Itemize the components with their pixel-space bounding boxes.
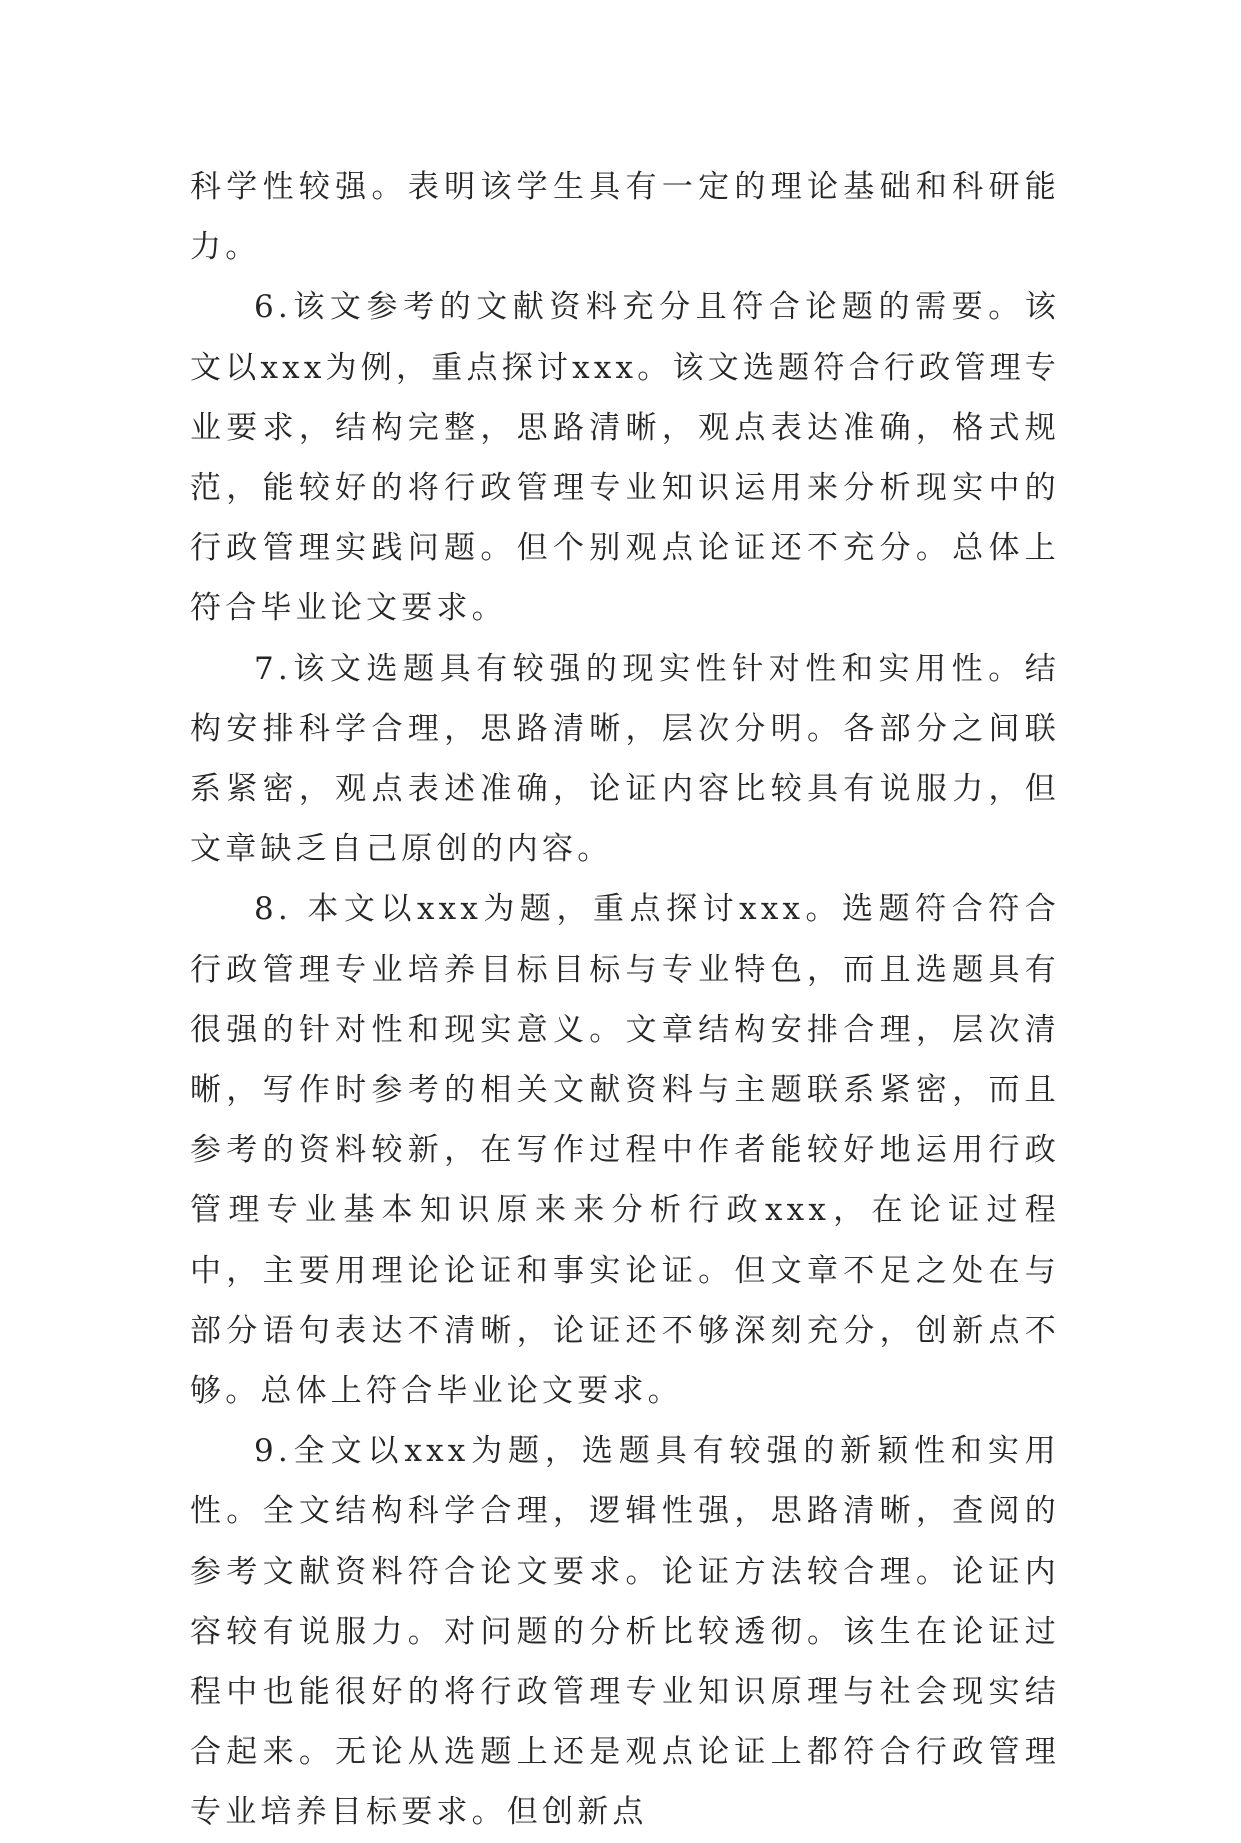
paragraph-continued: 科学性较强。表明该学生具有一定的理论基础和科研能力。	[190, 169, 1060, 266]
paragraph-9: 9.全文以xxx为题，选题具有较强的新颖性和实用性。全文结构科学合理，逻辑性强，思路清晰，查阅的参考文献资料符合论文要求。论证方法较合理。论证内容较有说服力。对问题的分析比较透彻。该生在论证过程中也能很好的将行政管理专业知识原理与社会现实结合起来。无论从选题上还是观点论证上都符合行政管理专业培养目标要求。但创新点	[190, 1433, 1060, 1831]
paragraph-8: 8. 本文以xxx为题，重点探讨xxx。选题符合符合行政管理专业培养目标目标与专业特色，而且选题具有很强的针对性和现实意义。文章结构安排合理，层次清晰，写作时参考的相关文献资料与主题联系紧密，而且参考的资料较新，在写作过程中作者能较好地运用行政管理专业基本知识原来来分析行政xxx，在论证过程中，主要用理论论证和事实论证。但文章不足之处在与部分语句表达不清晰，论证还不够深刻充分，创新点不够。总体上符合毕业论文要求。	[190, 891, 1060, 1410]
paragraph-7: 7.该文选题具有较强的现实性针对性和实用性。结构安排科学合理，思路清晰，层次分明。各部分之间联系紧密，观点表述准确，论证内容比较具有说服力，但文章缺乏自己原创的内容。	[190, 650, 1060, 868]
body-text	[190, 157, 1060, 1843]
paragraph-6: 6.该文参考的文献资料充分且符合论题的需要。该文以xxx为例，重点探讨xxx。该文选题符合行政管理专业要求，结构完整，思路清晰，观点表达准确，格式规范，能较好的将行政管理专业知识运用来分析现实中的行政管理实践问题。但个别观点论证还不充分。总体上符合毕业论文要求。	[190, 289, 1060, 627]
